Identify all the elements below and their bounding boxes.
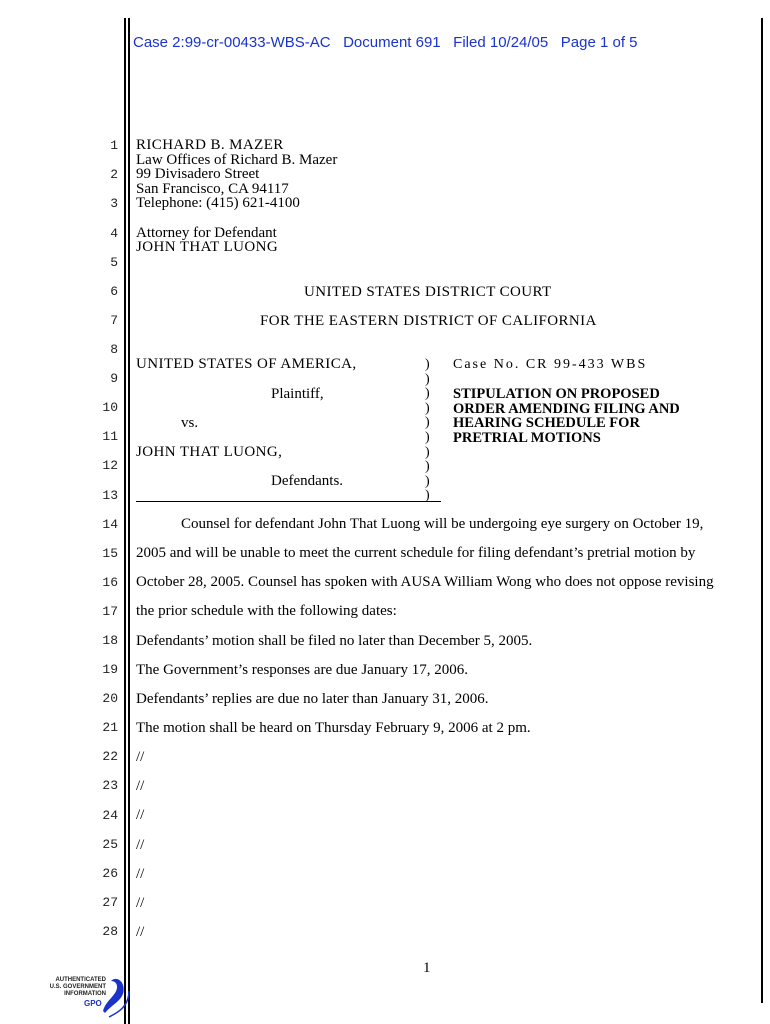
continuation-mark: // [136, 778, 145, 794]
line-number: 3 [110, 196, 118, 211]
counsel-client: JOHN THAT LUONG [136, 239, 279, 255]
continuation-mark: // [136, 895, 145, 911]
left-margin-rule-inner [128, 18, 130, 1024]
line-number: 8 [110, 342, 118, 357]
line-number: 14 [102, 517, 118, 532]
document-title-line: STIPULATION ON PROPOSED [453, 386, 660, 402]
stamp-filed-date: Filed 10/24/05 [453, 34, 549, 51]
counsel-name: RICHARD B. MAZER [136, 137, 284, 153]
left-margin-rule [124, 18, 126, 1024]
seal-line: INFORMATION [64, 991, 106, 997]
paragraph-line: October 28, 2005. Counsel has spoken with AUSA William Wong who does not oppose revising [136, 574, 714, 590]
right-margin-rule [761, 18, 763, 1003]
counsel-office: Law Offices of Richard B. Mazer [136, 152, 338, 168]
page-number: 1 [423, 960, 431, 976]
line-number: 20 [102, 691, 118, 706]
eagle-icon [99, 973, 133, 1019]
seal-caption [44, 977, 106, 998]
continuation-mark: // [136, 924, 145, 940]
defendant-name: JOHN THAT LUONG, [136, 444, 283, 460]
line-number: 5 [110, 255, 118, 270]
line-number: 27 [102, 895, 118, 910]
line-number: 19 [102, 662, 118, 677]
gpo-authentication-seal [44, 973, 134, 1019]
line-number: 18 [102, 633, 118, 648]
continuation-mark: // [136, 807, 145, 823]
line-number: 12 [102, 458, 118, 473]
line-number: 22 [102, 749, 118, 764]
paragraph-line: Counsel for defendant John That Luong will be undergoing eye surgery on October 19, [181, 516, 704, 532]
line-number: 15 [102, 546, 118, 561]
line-number: 26 [102, 866, 118, 881]
line-number: 23 [102, 778, 118, 793]
line-number: 2 [110, 167, 118, 182]
line-number: 7 [110, 313, 118, 328]
court-district: FOR THE EASTERN DISTRICT OF CALIFORNIA [260, 313, 597, 329]
line-number: 17 [102, 604, 118, 619]
continuation-mark: // [136, 837, 145, 853]
line-number: 24 [102, 808, 118, 823]
line-number: 1 [110, 138, 118, 153]
seal-line: U.S. GOVERNMENT [49, 984, 106, 990]
caption-underline [136, 501, 441, 502]
caption-parentheses: ) ) ) ) ) ) ) ) ) ) [425, 357, 430, 504]
counsel-street: 99 Divisadero Street [136, 166, 260, 182]
line-number: 10 [102, 400, 118, 415]
line-number: 28 [102, 924, 118, 939]
line-number: 13 [102, 488, 118, 503]
paragraph-line: 2005 and will be unable to meet the current schedule for filing defendant’s pretrial motion by [136, 545, 696, 561]
versus-label: vs. [181, 415, 199, 431]
line-number: 21 [102, 720, 118, 735]
seal-line: AUTHENTICATED [55, 977, 106, 983]
line-number: 9 [110, 371, 118, 386]
document-title-line: ORDER AMENDING FILING AND [453, 401, 680, 417]
seal-gpo-word: GPO [84, 999, 102, 1008]
schedule-item: Defendants’ replies are due no later than January 31, 2006. [136, 691, 489, 707]
court-name: UNITED STATES DISTRICT COURT [304, 284, 552, 300]
document-title-line: PRETRIAL MOTIONS [453, 430, 601, 446]
stamp-document-number: Document 691 [343, 34, 441, 51]
line-number: 11 [102, 429, 118, 444]
schedule-item: The motion shall be heard on Thursday February 9, 2006 at 2 pm. [136, 720, 531, 736]
defendant-role: Defendants. [271, 473, 344, 489]
counsel-phone: Telephone: (415) 621-4100 [136, 195, 300, 211]
line-number: 6 [110, 284, 118, 299]
line-number: 16 [102, 575, 118, 590]
continuation-mark: // [136, 866, 145, 882]
continuation-mark: // [136, 749, 145, 765]
paragraph-line: the prior schedule with the following dates: [136, 603, 397, 619]
line-number: 4 [110, 226, 118, 241]
stamp-case-number: Case 2:99-cr-00433-WBS-AC [133, 34, 331, 51]
schedule-item: The Government’s responses are due January 17, 2006. [136, 662, 468, 678]
counsel-city: San Francisco, CA 94117 [136, 181, 289, 197]
court-filing-stamp [133, 34, 638, 51]
stamp-page-count: Page 1 of 5 [560, 34, 638, 51]
schedule-item: Defendants’ motion shall be filed no later than December 5, 2005. [136, 633, 533, 649]
plaintiff-name: UNITED STATES OF AMERICA, [136, 356, 357, 372]
counsel-role: Attorney for Defendant [136, 225, 277, 241]
plaintiff-role: Plaintiff, [271, 386, 324, 402]
line-number: 25 [102, 837, 118, 852]
document-title-line: HEARING SCHEDULE FOR [453, 415, 640, 431]
case-number: Case No. CR 99-433 WBS [453, 357, 648, 372]
